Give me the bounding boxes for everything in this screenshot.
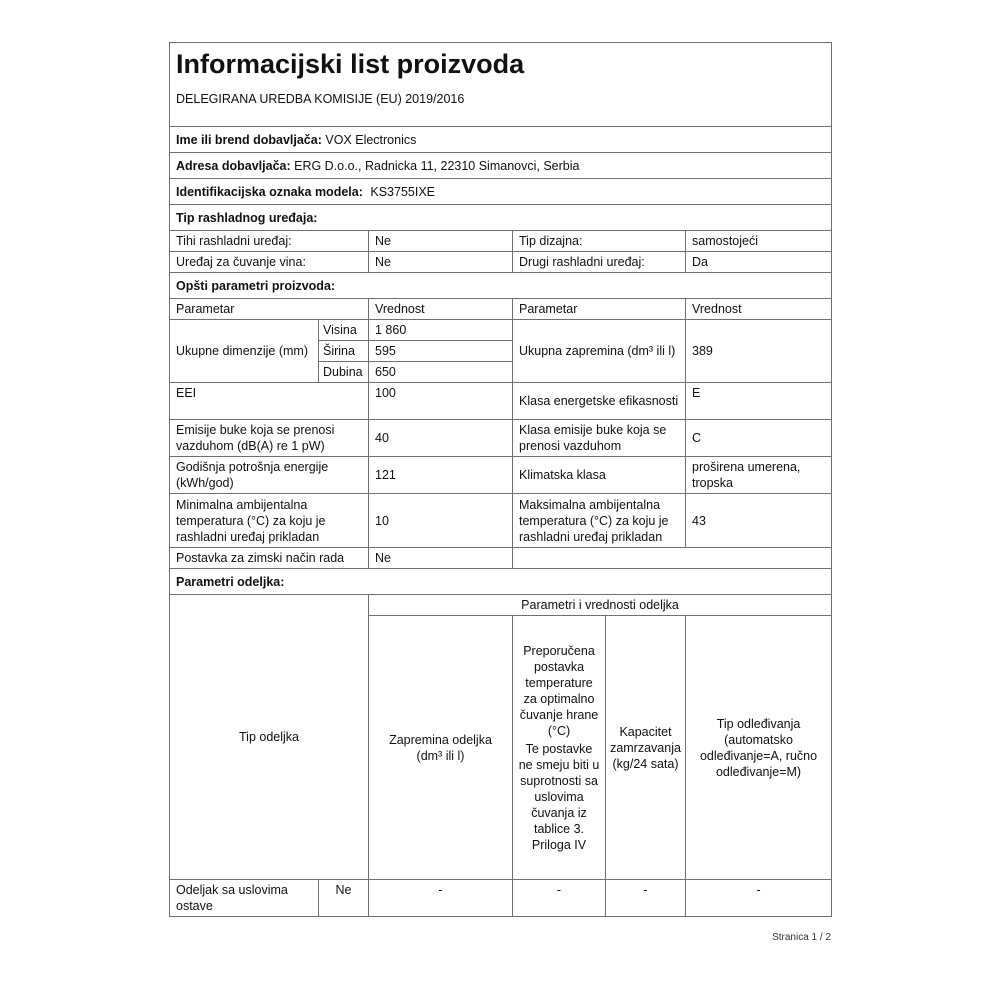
- winter-mode-value: Ne: [369, 548, 513, 569]
- compartment-params-heading: Parametri odeljka:: [170, 569, 832, 595]
- max-temp-value: 43: [686, 494, 832, 548]
- silent-value: Ne: [369, 231, 513, 252]
- depth-label: Dubina: [319, 362, 369, 383]
- col-header-value-2: Vrednost: [686, 299, 832, 320]
- noise-label: Emisije buke koja se prenosi vazduhom (dB(A) re 1 pW): [170, 420, 369, 457]
- recommended-temp-header: [513, 616, 606, 880]
- supplier-address-row: [170, 153, 832, 179]
- supplier-name-row: [170, 127, 832, 153]
- wine-value: Ne: [369, 252, 513, 273]
- regulation-subtitle: DELEGIRANA UREDBA KOMISIJE (EU) 2019/2016: [176, 92, 465, 106]
- design-value: samostojeći: [686, 231, 832, 252]
- width-label: Širina: [319, 341, 369, 362]
- annual-energy-value: 121: [369, 457, 513, 494]
- noise-class-value: C: [686, 420, 832, 457]
- volume-label: Ukupna zapremina (dm³ ili l): [513, 320, 686, 383]
- noise-class-label: Klasa emisije buke koja se prenosi vazduhom: [513, 420, 686, 457]
- depth-value: 650: [369, 362, 513, 383]
- design-label: Tip dizajna:: [513, 231, 686, 252]
- compartment-row1-present: Ne: [319, 880, 369, 917]
- other-appliance-label: Drugi rashladni uređaj:: [513, 252, 686, 273]
- compartment-row1-defrost: -: [686, 880, 832, 917]
- compartment-row1-freeze: -: [606, 880, 686, 917]
- page-number: Stranica 1 / 2: [772, 932, 831, 943]
- eei-value: 100: [369, 383, 513, 420]
- compartment-group-header: Parametri i vrednosti odeljka: [369, 595, 832, 616]
- col-header-param-2: Parametar: [513, 299, 686, 320]
- page-title: Informacijski list proizvoda: [176, 49, 525, 79]
- max-temp-label: Maksimalna ambijentalna temperatura (°C) za koju je rashladni uređaj prikladan: [513, 494, 686, 548]
- model-id-label: Identifikacijska oznaka modela:: [176, 184, 363, 199]
- min-temp-value: 10: [369, 494, 513, 548]
- model-id-row: [170, 179, 832, 205]
- empty-cell: [513, 548, 832, 569]
- compartment-volume-header: Zapremina odeljka (dm³ ili l): [369, 616, 513, 880]
- supplier-address-value: ERG D.o.o., Radnicka 11, 22310 Simanovci, Serbia: [294, 158, 580, 173]
- recommended-temp-text: Preporučena postavka temperature za optimalno čuvanje hrane (°C): [519, 643, 599, 738]
- product-information-sheet: [169, 42, 831, 917]
- height-value: 1 860: [369, 320, 513, 341]
- other-appliance-value: Da: [686, 252, 832, 273]
- temp-note-text: Te postavke ne smeju biti u suprotnosti sa uslovima čuvanja iz tablice 3. Priloga IV: [518, 741, 600, 852]
- energy-class-value: E: [686, 383, 832, 420]
- col-header-value: Vrednost: [369, 299, 513, 320]
- annual-energy-label: Godišnja potrošnja energije (kWh/god): [170, 457, 369, 494]
- freezing-capacity-header: Kapacitet zamrzavanja (kg/24 sata): [606, 616, 686, 880]
- header-cell: [170, 43, 832, 127]
- appliance-type-heading: Tip rashladnog uređaja:: [170, 205, 832, 231]
- energy-class-label: Klasa energetske efikasnosti: [513, 383, 686, 420]
- height-label: Visina: [319, 320, 369, 341]
- compartment-row1-volume: -: [369, 880, 513, 917]
- wine-label: Uređaj za čuvanje vina:: [170, 252, 369, 273]
- defrost-type-header: Tip odleđivanja (automatsko odleđivanje=A, ručno odleđivanje=M): [686, 616, 832, 880]
- eei-label: EEI: [170, 383, 369, 420]
- compartment-row1-temp: -: [513, 880, 606, 917]
- general-params-heading: Opšti parametri proizvoda:: [170, 273, 832, 299]
- compartment-type-header: Tip odeljka: [170, 595, 369, 880]
- climate-class-value: proširena umerena, tropska: [686, 457, 832, 494]
- noise-value: 40: [369, 420, 513, 457]
- winter-mode-label: Postavka za zimski način rada: [170, 548, 369, 569]
- climate-class-label: Klimatska klasa: [513, 457, 686, 494]
- col-header-param: Parametar: [170, 299, 369, 320]
- supplier-name-label: Ime ili brend dobavljača:: [176, 132, 322, 147]
- supplier-address-label: Adresa dobavljača:: [176, 158, 291, 173]
- silent-label: Tihi rashladni uređaj:: [170, 231, 369, 252]
- info-table: [169, 42, 832, 917]
- volume-value: 389: [686, 320, 832, 383]
- width-value: 595: [369, 341, 513, 362]
- supplier-name-value: VOX Electronics: [325, 132, 417, 147]
- dimensions-label: Ukupne dimenzije (mm): [170, 320, 319, 383]
- min-temp-label: Minimalna ambijentalna temperatura (°C) za koju je rashladni uređaj prikladan: [170, 494, 369, 548]
- compartment-row1-name: Odeljak sa uslovima ostave: [170, 880, 319, 917]
- model-id-value: KS3755IXE: [370, 184, 435, 199]
